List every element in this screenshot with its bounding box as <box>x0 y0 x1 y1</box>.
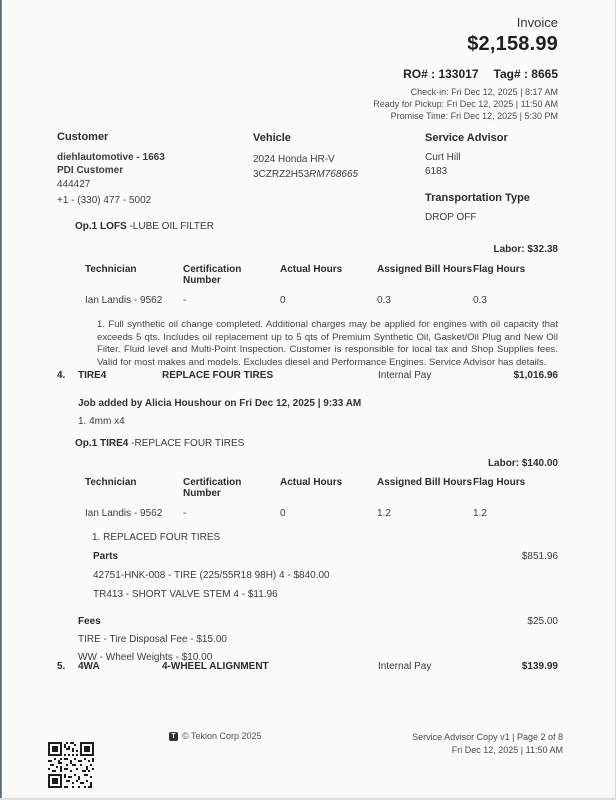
page-edge-left <box>0 0 2 800</box>
job-number: 4. <box>57 370 66 381</box>
tire-op-code: Op.1 TIRE4 <box>75 438 129 449</box>
tire-technician-table <box>85 477 558 519</box>
fee-line-item: WW - Wheel Weights - $10.00 <box>78 652 213 663</box>
job-row-4wa <box>57 661 558 672</box>
part-line-item: 42751-HNK-008 - TIRE (225/55R18 98H) 4 - $840.00 <box>93 570 330 581</box>
technician-table-row <box>85 295 558 306</box>
job-description: 4-WHEEL ALIGNMENT <box>162 661 269 672</box>
parts-total: $851.96 <box>521 551 558 562</box>
advisor-title: Service Advisor <box>425 132 508 144</box>
assigned-bill-hours: 1.2 <box>377 508 391 519</box>
promise-time: Promise Time: Fri Dec 12, 2025 | 5:30 PM <box>390 111 558 121</box>
lofs-op-desc: -LUBE OIL FILTER <box>129 221 214 232</box>
part-line-item: TR413 - SHORT VALVE STEM 4 - $11.96 <box>93 589 278 600</box>
ro-number: RO# : 133017 <box>403 67 479 81</box>
certification-number: - <box>183 508 187 519</box>
fee-line-item: TIRE - Tire Disposal Fee - $15.00 <box>78 634 227 645</box>
assigned-bill-hours: 0.3 <box>377 295 391 306</box>
tire-op-desc: -REPLACE FOUR TIRES <box>131 438 245 449</box>
lofs-op-line <box>57 221 558 232</box>
job-code: TIRE4 <box>78 370 107 381</box>
technician-name: Ian Landis - 9562 <box>85 508 163 519</box>
advisor-block <box>425 131 558 225</box>
actual-hours: 0 <box>280 508 286 519</box>
technician-table-header: Technician Certification Number Actual Hours Assigned Bill Hours Flag Hours <box>85 264 526 286</box>
vehicle-block <box>253 131 425 225</box>
fees-total: $25.00 <box>527 616 558 627</box>
alignment-job-section <box>57 661 558 672</box>
timing-meta <box>373 86 558 122</box>
customer-name: diehlautomotive - 1663 <box>57 151 165 163</box>
job-amount: $139.99 <box>521 661 558 672</box>
invoice-total: $2,158.99 <box>467 33 558 55</box>
transportation-value: DROP OFF <box>425 212 477 223</box>
tire-op-note: 1. REPLACED FOUR TIRES <box>92 532 221 543</box>
advisor-name: Curt Hill <box>425 152 461 163</box>
copy-page-info: Service Advisor Copy v1 | Page 2 of 8 <box>412 732 563 742</box>
job-row-tire4 <box>57 370 558 381</box>
tire-labor-line: Labor: $140.00 <box>487 458 558 469</box>
customer-title: Customer <box>57 131 109 143</box>
footer-meta <box>412 731 563 757</box>
parties-section <box>57 131 558 225</box>
tekion-logo-icon: T <box>169 732 178 741</box>
qr-code-icon <box>48 742 94 788</box>
vin-serial: RM768665 <box>309 169 359 180</box>
tire-labor-amount: $140.00 <box>521 458 558 469</box>
customer-number: 444427 <box>57 178 91 190</box>
vehicle-title: Vehicle <box>253 132 291 144</box>
job-added-note: Job added by Alicia Houshour on Fri Dec 12, 2025 | 9:33 AM <box>78 398 362 409</box>
parts-title: Parts <box>93 551 119 562</box>
job-pay-type: Internal Pay <box>378 370 432 381</box>
document-type-label: Invoice <box>516 15 558 30</box>
customer-phone: +1 - (330) 477 - 5002 <box>57 195 152 206</box>
transportation-title: Transportation Type <box>425 192 530 204</box>
job-pay-type: Internal Pay <box>378 661 432 672</box>
job-number: 5. <box>57 661 66 672</box>
fees-block <box>78 616 558 663</box>
lofs-service-note: 1. Full synthetic oil change completed. Additional charges may be applied for engines with oil capacity that exceeds 5 qts. Includes oil replacement up to 5 qts of Premium Synthetic Oil, Gasket/Oil Plug and New Oil Filter. Fluid level and Multi-Point Inspection. Customer is responsible for local tax and Shop Supplies fees. Valid for most makes and models. Excludes diesel and Performance Engines. Service Advisor has details. <box>97 319 558 368</box>
technician-table-row <box>85 508 558 519</box>
check-in-time: Check-in: Fri Dec 12, 2025 | 8:17 AM <box>410 87 558 97</box>
job-amount: $1,016.96 <box>513 370 558 381</box>
technician-name: Ian Landis - 9562 <box>85 295 163 306</box>
ro-tag-line <box>373 67 558 81</box>
vehicle-vin: 3CZRZ2H53RM768665 <box>253 169 359 180</box>
technician-table-header: Technician Certification Number Actual Hours Assigned Bill Hours Flag Hours <box>85 477 526 499</box>
parts-header <box>93 551 558 562</box>
print-timestamp: Fri Dec 12, 2025 | 11:50 AM <box>451 745 563 755</box>
parts-block <box>93 551 558 600</box>
ready-for-pickup-time: Ready for Pickup: Fri Dec 12, 2025 | 11:50 AM <box>373 99 558 109</box>
flag-hours: 0.3 <box>473 295 487 306</box>
customer-type: PDI Customer <box>57 165 124 176</box>
advisor-id: 6183 <box>425 166 448 177</box>
lofs-labor-amount: $32.38 <box>527 244 558 255</box>
flag-hours: 1.2 <box>473 508 487 519</box>
lofs-labor-line: Labor: $32.38 <box>493 244 558 255</box>
customer-block <box>57 131 253 225</box>
fees-title: Fees <box>78 616 101 627</box>
lofs-technician-table <box>85 264 558 306</box>
certification-number: - <box>183 295 187 306</box>
tire-job-section <box>57 370 558 663</box>
job-measurement: 1. 4mm x4 <box>78 416 125 427</box>
footer-company-line <box>169 731 262 741</box>
company-copyright: © Tekion Corp 2025 <box>182 731 262 741</box>
tire-op-line <box>57 438 558 449</box>
fees-header <box>78 616 558 627</box>
lofs-operation-section <box>57 221 558 369</box>
vehicle-model: 2024 Honda HR-V <box>253 154 335 165</box>
tag-number: Tag# : 8665 <box>493 67 558 81</box>
job-description: REPLACE FOUR TIRES <box>162 370 274 381</box>
invoice-header <box>373 15 558 122</box>
actual-hours: 0 <box>280 295 286 306</box>
lofs-op-code: Op.1 LOFS <box>75 221 127 232</box>
job-code: 4WA <box>78 661 100 672</box>
